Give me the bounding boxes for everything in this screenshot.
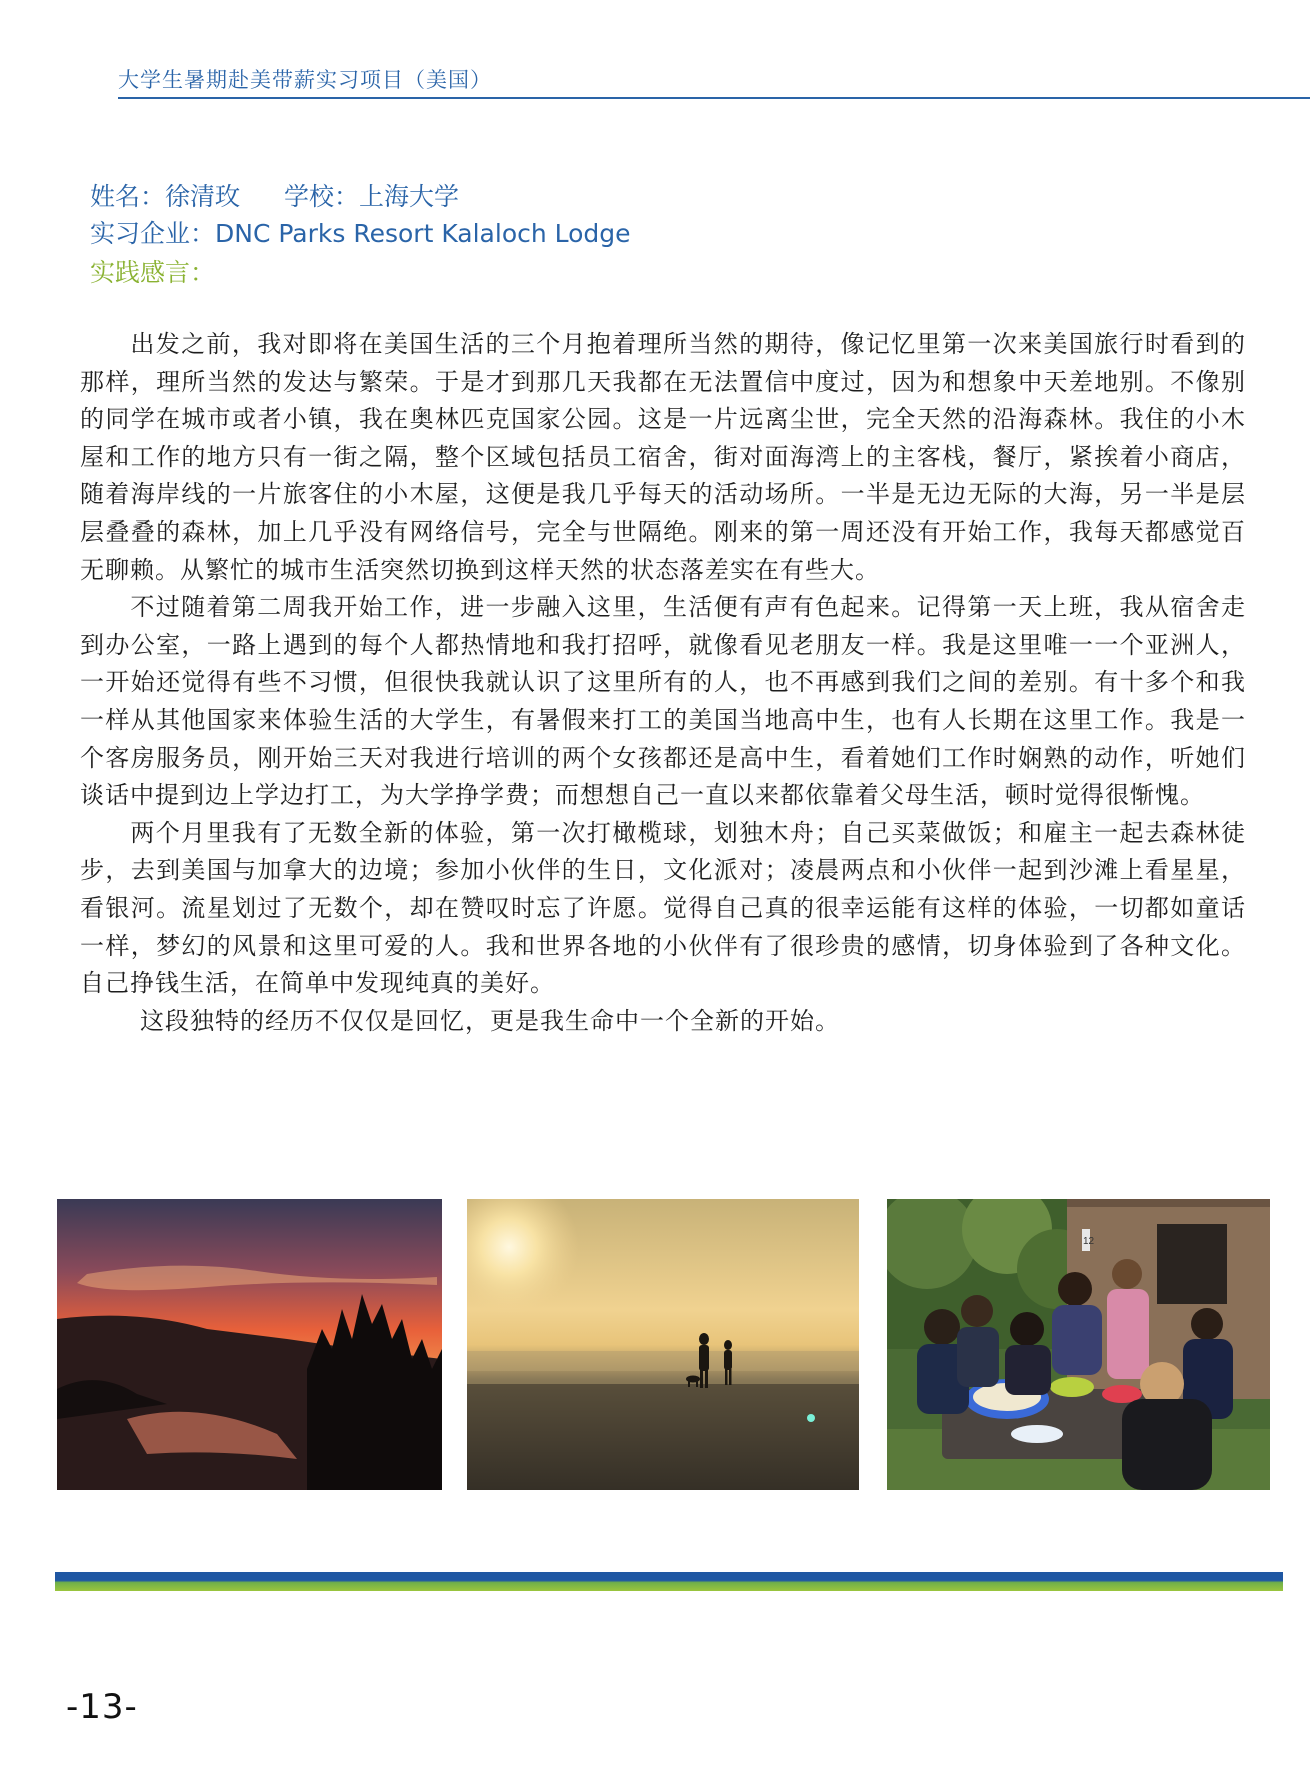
body-paragraph: 这段独特的经历不仅仅是回忆，更是我生命中一个全新的开始。 [140, 1006, 840, 1035]
body-paragraph: 出发之前，我对即将在美国生活的三个月抱着理所当然的期待，像记忆里第一次来美国旅行时看到的那样，理所当然的发达与繁荣。于是才到那几天我都在无法置信中度过，因为和想象中天差地别。不像别的同学在城市或者小镇，我在奥林匹克国家公园。这是一片远离尘世，完全天然的沿海森林。我住的小木屋和工作的地方只有一街之隔，整个区域包括员工宿舍，街对面海湾上的主客栈，餐厅，紧挨着小商店，随着海岸线的一片旅客住的小木屋，这便是我几乎每天的活动场所。一半是无边无际的大海，另一半是层层叠叠的森林，加上几乎没有网络信号，完全与世隔绝。刚来的第一周还没有开始工作，我每天都感觉百无聊赖。从繁忙的城市生活突然切换到这样天然的状态落差实在有些大。 [80, 330, 1246, 584]
sunset-forest-photo [57, 1199, 442, 1490]
reflection-label: 实践感言： [90, 258, 216, 287]
student-name: 姓名：徐清玫 [90, 182, 241, 211]
body-paragraph: 两个月里我有了无数全新的体验，第一次打橄榄球，划独木舟；自己买菜做饭；和雇主一起去森林徒步，去到美国与加拿大的边境；参加小伙伴的生日，文化派对；凌晨两点和小伙伴一起到沙滩上看星星，看银河。流星划过了无数个，却在赞叹时忘了许愿。觉得自己真的很幸运能有这样的体验，一切都如童话一样，梦幻的风景和这里可爱的人。我和世界各地的小伙伴有了很珍贵的感情，切身体验到了各种文化。自己挣钱生活，在简单中发现纯真的美好。 [80, 818, 1246, 998]
header-divider [118, 97, 1310, 99]
body-paragraph: 不过随着第二周我开始工作，进一步融入这里，生活便有声有色起来。记得第一天上班，我从宿舍走到办公室，一路上遇到的每个人都热情地和我打招呼，就像看见老朋友一样。我是这里唯一一个亚洲人，一开始还觉得有些不习惯，但很快我就认识了这里所有的人，也不再感到我们之间的差别。有十多个和我一样从其他国家来体验生活的大学生，有暑假来打工的美国当地高中生，也有人长期在这里工作。我是一个客房服务员，刚开始三天对我进行培训的两个女孩都还是高中生，看着她们工作时娴熟的动作，听她们谈话中提到边上学边打工，为大学挣学费；而想想自己一直以来都依靠着父母生活，顿时觉得很惭愧。 [80, 593, 1246, 810]
internship-company: 实习企业：DNC Parks Resort Kalaloch Lodge [90, 219, 631, 248]
reflection-body [80, 326, 1246, 1040]
student-info-line [90, 177, 459, 213]
friends-picnic-photo [887, 1199, 1270, 1490]
page-number: -13- [66, 1687, 138, 1727]
header-title: 大学生暑期赴美带薪实习项目（美国） [118, 68, 492, 92]
cabin-sign: 12 [1083, 1236, 1095, 1247]
student-school: 学校：上海大学 [284, 182, 460, 211]
beach-sunset-photo [467, 1199, 859, 1490]
footer-band [55, 1572, 1283, 1591]
